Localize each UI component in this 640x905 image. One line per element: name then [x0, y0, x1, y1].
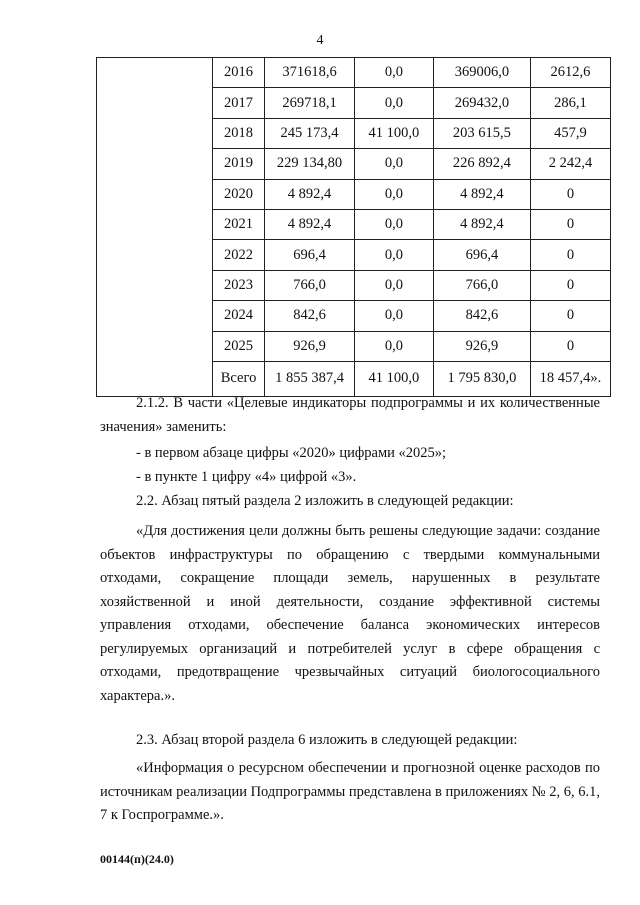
value-cell: 0 — [530, 270, 610, 300]
paragraph-2-3: 2.3. Абзац второй раздела 6 изложить в следующей редакции: — [136, 732, 518, 748]
quoted-paragraph-resources: «Информация о ресурсном обеспечении и прогнозной оценке расходов по источникам реализации Подпрограммы представлена в приложениях № 2, 6, 6.1, 7 к Госпрограмме.». — [100, 760, 600, 823]
value-cell: 696,4 — [265, 240, 355, 270]
value-cell: 0 — [530, 209, 610, 239]
value-cell: 0,0 — [354, 301, 433, 331]
table-row — [97, 58, 611, 88]
value-cell: 0,0 — [354, 270, 433, 300]
value-cell: 0,0 — [354, 331, 433, 361]
value-cell: 0 — [530, 301, 610, 331]
quote-resources — [100, 757, 600, 828]
year-cell: 2025 — [212, 331, 264, 361]
value-cell: 2 242,4 — [530, 149, 610, 179]
value-cell: 226 892,4 — [433, 149, 530, 179]
budget-table — [96, 57, 611, 397]
value-cell: 842,6 — [433, 301, 530, 331]
value-cell: 766,0 — [433, 270, 530, 300]
value-cell: 0 — [530, 240, 610, 270]
quoted-paragraph-tasks: «Для достижения цели должны быть решены следующие задачи: создание объектов инфраструктуры по обращению с твердыми коммунальными отходами, сокращение площади земель, нарушенных в результате хозяйственной и иной деятельности, создание эффективной системы управления отходами, обеспечение баланса экономических интересов регулируемых организаций и потребителей услуг в сфере обращения с отходами, предотвращение чрезвычайных ситуаций биологосоциального характера.». — [100, 523, 600, 704]
value-cell: 369006,0 — [433, 58, 530, 88]
value-cell: 2612,6 — [530, 58, 610, 88]
year-cell: 2017 — [212, 88, 264, 118]
document-code: 00144(п)(24.0) — [100, 852, 174, 866]
year-cell: 2023 — [212, 270, 264, 300]
quote-tasks — [100, 520, 600, 708]
value-cell: 18 457,4». — [530, 361, 610, 396]
value-cell: 0,0 — [354, 88, 433, 118]
year-cell: 2018 — [212, 118, 264, 148]
value-cell: 245 173,4 — [265, 118, 355, 148]
value-cell: 1 855 387,4 — [265, 361, 355, 396]
value-cell: 1 795 830,0 — [433, 361, 530, 396]
list-item: - в пункте 1 цифру «4» цифрой «3». — [136, 469, 357, 485]
value-cell: 766,0 — [265, 270, 355, 300]
value-cell: 0 — [530, 179, 610, 209]
value-cell: 286,1 — [530, 88, 610, 118]
value-cell: 41 100,0 — [354, 118, 433, 148]
value-cell: 4 892,4 — [433, 179, 530, 209]
year-cell: 2019 — [212, 149, 264, 179]
value-cell: 371618,6 — [265, 58, 355, 88]
year-cell: 2020 — [212, 179, 264, 209]
year-cell: 2024 — [212, 301, 264, 331]
value-cell: 4 892,4 — [265, 209, 355, 239]
paragraph-2-2: 2.2. Абзац пятый раздела 2 изложить в следующей редакции: — [136, 493, 514, 509]
year-cell: 2016 — [212, 58, 264, 88]
value-cell: 457,9 — [530, 118, 610, 148]
list-item-point-1 — [100, 466, 600, 490]
value-cell: 269718,1 — [265, 88, 355, 118]
section-2-3-text — [100, 729, 600, 753]
value-cell: 0,0 — [354, 149, 433, 179]
value-cell: 0,0 — [354, 209, 433, 239]
value-cell: 0,0 — [354, 58, 433, 88]
value-cell: 203 615,5 — [433, 118, 530, 148]
budget-table-body — [97, 58, 611, 397]
section-2-1-2-text — [100, 392, 600, 439]
year-cell: 2022 — [212, 240, 264, 270]
value-cell: 696,4 — [433, 240, 530, 270]
year-cell: Всего — [212, 361, 264, 396]
value-cell: 926,9 — [265, 331, 355, 361]
page-number: 4 — [316, 33, 324, 48]
value-cell: 926,9 — [433, 331, 530, 361]
list-item-first-paragraph — [100, 442, 600, 466]
value-cell: 229 134,80 — [265, 149, 355, 179]
value-cell: 0 — [530, 331, 610, 361]
value-cell: 0,0 — [354, 179, 433, 209]
paragraph-2-1-2: 2.1.2. В части «Целевые индикаторы подпрограммы и их количественные значения» заменить: — [100, 395, 600, 435]
value-cell: 41 100,0 — [354, 361, 433, 396]
value-cell: 842,6 — [265, 301, 355, 331]
section-2-2-text — [100, 490, 600, 514]
list-item: - в первом абзаце цифры «2020» цифрами «2025»; — [136, 445, 447, 461]
value-cell: 4 892,4 — [265, 179, 355, 209]
empty-label-cell — [97, 58, 213, 397]
value-cell: 4 892,4 — [433, 209, 530, 239]
value-cell: 269432,0 — [433, 88, 530, 118]
year-cell: 2021 — [212, 209, 264, 239]
value-cell: 0,0 — [354, 240, 433, 270]
